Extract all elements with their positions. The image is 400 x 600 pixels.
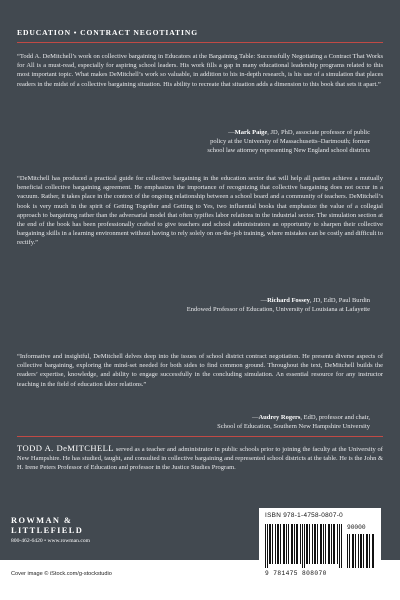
publisher-name-line1: ROWMAN & bbox=[11, 516, 73, 525]
author-name: TODD A. DeMITCHELL bbox=[17, 443, 114, 453]
barcode-box bbox=[259, 508, 381, 580]
reviewer-credential-2a: , JD, EdD, Paul Burdin bbox=[309, 297, 370, 304]
reviewer-name-1: Mark Paige bbox=[234, 129, 268, 136]
isbn-label: ISBN 978-1-4758-0807-0 bbox=[265, 512, 344, 519]
author-divider bbox=[17, 436, 383, 437]
publisher-contact: 800-462-6420 • www.rowman.com bbox=[11, 538, 90, 544]
review-attribution-1: —Mark Paige, JD, PhD, associate professor of public policy at the University of Massachusetts–Dartmouth; former school law attorney representing New England school districts bbox=[207, 129, 370, 155]
reviewer-credential-3a: , EdD, professor and chair, bbox=[300, 414, 370, 421]
price-barcode bbox=[347, 534, 375, 568]
review-quote-3: “Informative and insightful, DeMitchell delves deep into the issues of school district contract negotiation. He presents diverse aspects of collective bargaining, exploring the mind-set needed for both sides to find common ground. Throughout the text, DeMitchell builds the readers’ expertise, knowledge, and ability to engage successfully in the concluding simulation. An essential resource for any instructor teaching in the field of education labor relations.” bbox=[17, 353, 383, 388]
review-attribution-2: —Richard Fossey, JD, EdD, Paul Burdin Endowed Professor of Education, University of Louisiana at Lafayette bbox=[186, 297, 370, 314]
reviewer-credential-2b: Endowed Professor of Education, University of Louisiana at Lafayette bbox=[186, 306, 370, 314]
publisher-name-line2: LITTLEFIELD bbox=[11, 526, 84, 535]
barcode-digits: 9 781475 808070 bbox=[265, 570, 327, 577]
reviewer-name-3: Audrey Rogers bbox=[258, 414, 301, 421]
reviewer-name-2: Richard Fossey bbox=[267, 297, 310, 304]
reviewer-credential-1a: , JD, PhD, associate professor of public bbox=[267, 129, 370, 136]
reviewer-credential-1b: policy at the University of Massachusetts–Dartmouth; former bbox=[210, 138, 370, 146]
reviewer-credential-1c: school law attorney representing New England school districts bbox=[207, 147, 370, 155]
author-bio-text: served as a teacher and administrator in public schools prior to joining the faculty at the University of New Hampshire. He has studied, taught, and consulted in collective bargaining and represented school districts at the table. He is the John & H. Irene Peters Professor of Education and professor in the Justice Studies Program. bbox=[17, 446, 383, 472]
review-quote-2: “DeMitchell has produced a practical guide for collective bargaining in the education sector that will help all parties achieve a mutually beneficial collective bargaining agreement. He emphasizes the importance of recognizing that collective bargaining does not occur in a vacuum. Rather, it takes place in the context of the ongoing relationship between a school board and a community of teachers. DeMitchell’s book is very much in the spirit of Getting Together and Getting to Yes, two influential books that emphasize the value of a collegial approach to bargaining rather than the adversarial model that often typifies labor relations in the industrial sector. The simulation section at the end of the book has been professionally crafted to give teachers and school administrators an opportunity to sharpen their collective bargaining skills in a learning environment without having to rely solely on on-the-job training, where mistakes can be costly and difficult to rectify.” bbox=[17, 175, 383, 247]
isbn-barcode bbox=[265, 524, 343, 568]
reviewer-credential-3b: School of Education, Southern New Hampshire University bbox=[217, 423, 370, 431]
cover-image-credit: Cover image © iStock.com/g-stockstudio bbox=[11, 571, 112, 577]
price-code: 90000 bbox=[347, 524, 366, 531]
publisher-block bbox=[11, 516, 211, 545]
review-attribution-3: —Audrey Rogers, EdD, professor and chair, School of Education, Southern New Hampshire University bbox=[217, 414, 370, 431]
category-label: EDUCATION • CONTRACT NEGOTIATING bbox=[17, 28, 199, 37]
category-divider bbox=[17, 42, 383, 43]
author-bio bbox=[17, 444, 383, 473]
review-quote-1: “Todd A. DeMitchell’s work on collective bargaining in Educators at the Bargaining Table: Successfully Negotiating a Contract That Works for All is a must-read, especially for aspiring school leaders. His work fills a gap in many educational leadership programs related to this most important topic. What makes DeMitchell’s work so valuable, in addition to his in-depth research, is his use of a simulation that places readers in the midst of a collective bargaining situation. His ability to recreate that situation adds a dimension to this book that sets it apart.” bbox=[17, 53, 383, 88]
